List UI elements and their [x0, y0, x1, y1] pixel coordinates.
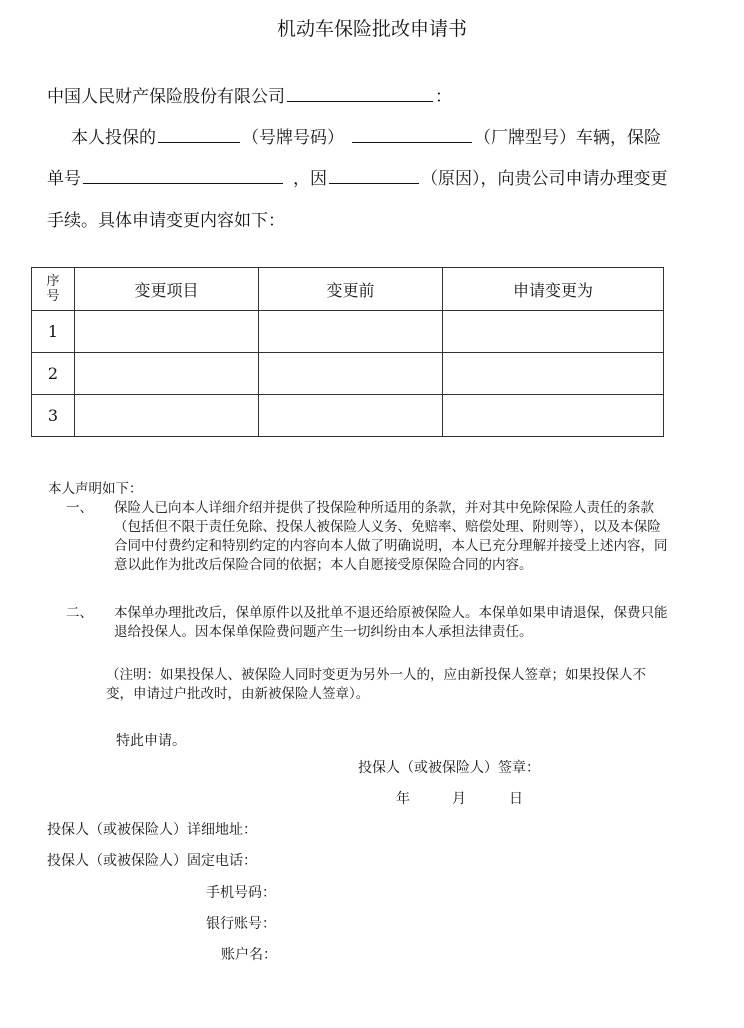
date-year: 年 [396, 791, 410, 807]
table-row [32, 353, 664, 395]
declaration-heading: 本人声明如下： [48, 481, 143, 497]
row-seq: 2 [32, 353, 75, 395]
intro-text: 本人投保的 [71, 128, 156, 148]
intro-line-2 [47, 164, 668, 189]
row-before-cell[interactable] [259, 311, 443, 353]
row-before-cell[interactable] [259, 353, 443, 395]
row-before-cell[interactable] [259, 395, 443, 437]
account-name-label: 账户名： [221, 947, 277, 963]
declaration-item-text: 本保单办理批改后，保单原件以及批单不退还给原被保险人。本保单如果申请退保，保费只能退给投保人。因本保单保险费问题产生一切纠纷由本人承担法律责任。 [114, 605, 668, 640]
header-before: 变更前 [259, 268, 443, 311]
reason-prefix: ，因 [293, 169, 327, 189]
declaration-item-text: 保险人已向本人详细介绍并提供了投保险种所适用的条款，并对其中免除保险人责任的条款（包括但不限于责任免除、投保人被保险人义务、免赔率、赔偿处理、附则等），以及本保险合同中付费约定和特别约定的内容向本人做了明确说明，本人已充分理解并接受上述内容，同意以此作为批改后保险合同的依据；本人自愿接受原保险合同的内容。 [114, 500, 668, 573]
declaration-note: （注明：如果投保人、被保险人同时变更为另外一人的，应由新投保人签章；如果投保人不变，申请过户批改时，由新被保险人签章）。 [106, 667, 646, 702]
row-after-cell[interactable] [443, 311, 664, 353]
declaration-item-number: 一、 [66, 500, 93, 516]
header-after: 申请变更为 [443, 268, 664, 311]
row-after-cell[interactable] [443, 353, 664, 395]
addressee-company: 中国人民财产保险股份有限公司 [47, 87, 285, 107]
row-item-cell[interactable] [75, 353, 259, 395]
intro-line-1 [71, 123, 661, 148]
date-day: 日 [509, 791, 523, 807]
vehicle-model-blank[interactable] [352, 124, 472, 143]
address-label: 投保人（或被保险人）详细地址： [47, 822, 257, 838]
reason-label: （原因），向贵公司申请办理变更 [421, 169, 668, 189]
change-table [31, 267, 664, 437]
plate-number-blank[interactable] [158, 124, 240, 143]
table-header-row [32, 268, 664, 311]
signature-label: 投保人（或被保险人）签章： [358, 760, 540, 776]
addressee-suffix: ： [435, 87, 452, 107]
date-month: 月 [452, 791, 466, 807]
mobile-label: 手机号码： [206, 885, 276, 901]
row-seq: 3 [32, 395, 75, 437]
row-item-cell[interactable] [75, 395, 259, 437]
closing-text: 特此申请。 [116, 733, 186, 749]
form-title: 机动车保险批改申请书 [276, 18, 467, 40]
policy-number-blank[interactable] [83, 165, 283, 184]
reason-blank[interactable] [329, 165, 419, 184]
table-row [32, 311, 664, 353]
header-seq: 序号 [32, 268, 75, 311]
row-seq: 1 [32, 311, 75, 353]
header-change-item: 变更项目 [75, 268, 259, 311]
phone-label: 投保人（或被保险人）固定电话： [47, 853, 257, 869]
plate-number-label: （号牌号码） [242, 128, 344, 148]
table-row [32, 395, 664, 437]
declaration-item-number: 二、 [66, 605, 93, 621]
addressee-blank[interactable] [287, 83, 433, 102]
bank-account-label: 银行账号： [206, 916, 276, 932]
vehicle-model-label: （厂牌型号）车辆，保险 [474, 128, 661, 148]
row-after-cell[interactable] [443, 395, 664, 437]
row-item-cell[interactable] [75, 311, 259, 353]
policy-number-label: 单号 [47, 169, 81, 189]
intro-line-3: 手续。具体申请变更内容如下： [47, 211, 285, 231]
addressee-line [47, 82, 452, 107]
